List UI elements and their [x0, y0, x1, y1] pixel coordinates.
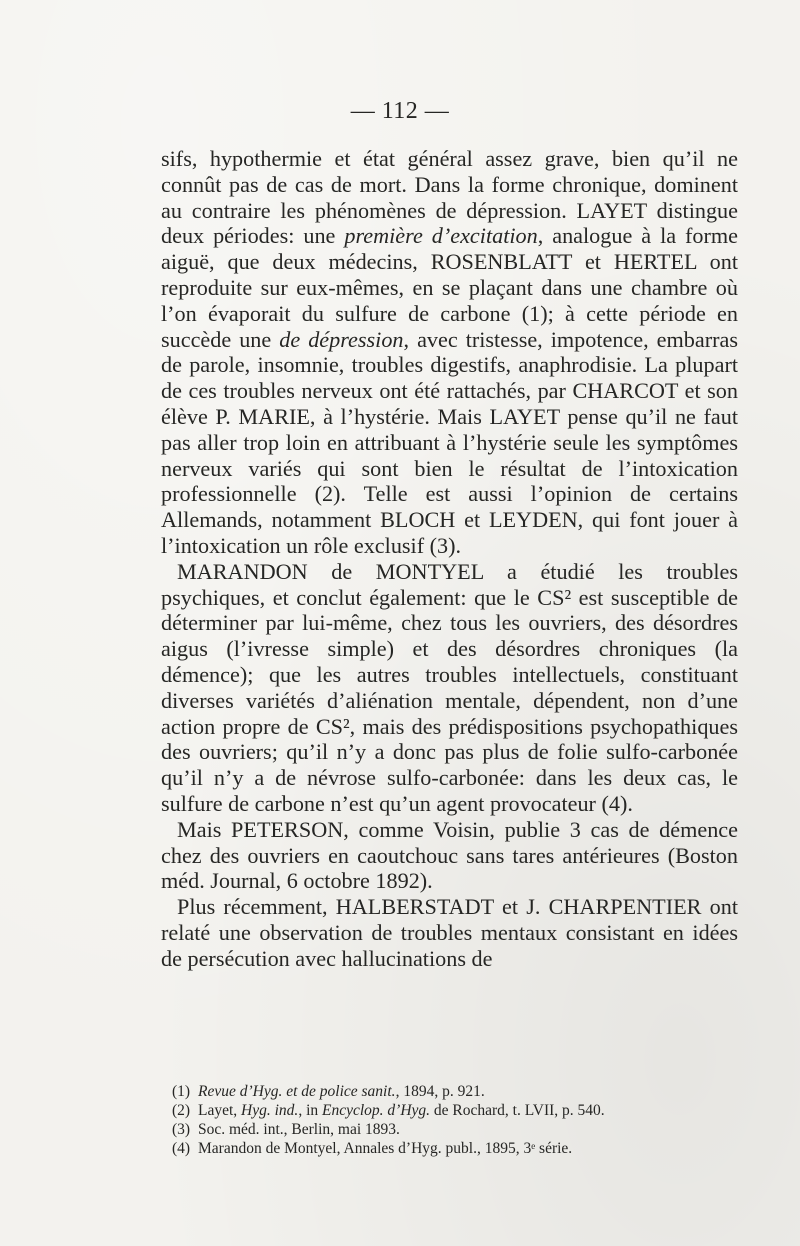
text-run: Mais PETERSON, comme Voisin, publie 3 cas de démence chez des ouvriers en caoutchouc sans tares antérieures (Boston méd. Journal, 6 octobre 1892).: [161, 816, 738, 894]
body-text: [161, 146, 738, 972]
footnote-number: (4): [172, 1140, 191, 1157]
footnote: [172, 1120, 732, 1139]
text-run: Plus récemment, HALBERSTADT et J. CHARPENTIER ont relaté une observation de troubles mentaux consistant en idées de persécution avec hallucinations de: [161, 894, 738, 971]
footnote-text: [198, 1083, 485, 1100]
text-run: , analogue à la forme aiguë, que deux médecins, ROSENBLATT et HERTEL ont reproduite sur eux-mêmes, en se plaçant dans une chambre où l’on évaporait du sulfure de carbone (1); à cette période en succède une: [161, 223, 739, 352]
text-run: MARANDON de MONTYEL a étudié les troubles psychiques, et conclut également: que le CS² est susceptible de déterminer par lui-même, chez tous les ouvriers, des désordres aigus (l’ivresse simple) et des désordres chroniques (la démence); que les autres troubles intellectuels, constituant diverses variétés d’aliénation mentale, dépendent, non d’une action propre de CS², mais des prédispositions psychopathiques des ouvriers; qu’il n’y a donc pas plus de folie sulfo-carbonée qu’il n’y a de névrose sulfo-carbonée: dans les deux cas, le sulfure de carbone n’est qu’un agent provocateur (4).: [161, 558, 738, 816]
italic-text: de dépression: [279, 326, 404, 352]
footnote-number: (2): [172, 1102, 191, 1119]
text-run: sifs, hypothermie et état général assez grave, bien qu’il ne connût pas de cas de mort. Dans la forme chronique, dominent au contraire les phénomènes de dépression. LAYET distingue deux périodes: une: [161, 146, 738, 249]
footnote-number: (3): [172, 1121, 191, 1138]
text-run: Layet,: [198, 1102, 242, 1119]
paragraph: [161, 559, 738, 817]
text-run: Soc. méd. int., Berlin, mai 1893.: [198, 1121, 400, 1138]
text-run: Marandon de Montyel, Annales d’Hyg. publ., 1895, 3ᵉ série.: [198, 1140, 573, 1157]
paragraph: [161, 146, 738, 559]
footnote-number: (1): [172, 1083, 191, 1100]
text-run: , avec tristesse, impotence, embarras de parole, insomnie, troubles digestifs, anaphrodisie. La plupart de ces troubles nerveux ont été rattachés, par CHARCOT et son élève P. MARIE, à l’hystérie. Mais LAYET pense qu’il ne faut pas aller trop loin en attribuant à l’hystérie seule les symptômes nerveux variés qui sont bien le résultat de l’intoxication professionnelle (2). Telle est aussi l’opinion de certains Allemands, notamment BLOCH et LEYDEN, qui font jouer à l’intoxication un rôle exclusif (3).: [161, 326, 738, 558]
paragraph: [161, 817, 738, 894]
text-run: , 1894, p. 921.: [395, 1083, 485, 1100]
footnotes: [172, 1082, 732, 1158]
italic-text: Encyclop. d’Hyg.: [322, 1102, 431, 1119]
footnote-text: [198, 1121, 400, 1138]
italic-text: première d’excitation: [344, 223, 538, 249]
footnote: [172, 1101, 732, 1120]
text-run: , in: [298, 1102, 322, 1119]
italic-text: Revue d’Hyg. et de police sanit.: [198, 1083, 396, 1100]
text-run: de Rochard, t. LVII, p. 540.: [430, 1102, 605, 1119]
page-number: — 112 —: [350, 98, 450, 124]
footnote: [172, 1139, 732, 1158]
footnote-text: [198, 1102, 605, 1119]
paragraph: [161, 894, 738, 971]
italic-text: Hyg. ind.: [241, 1102, 299, 1119]
footnote-text: [198, 1140, 572, 1157]
footnote: [172, 1082, 732, 1101]
